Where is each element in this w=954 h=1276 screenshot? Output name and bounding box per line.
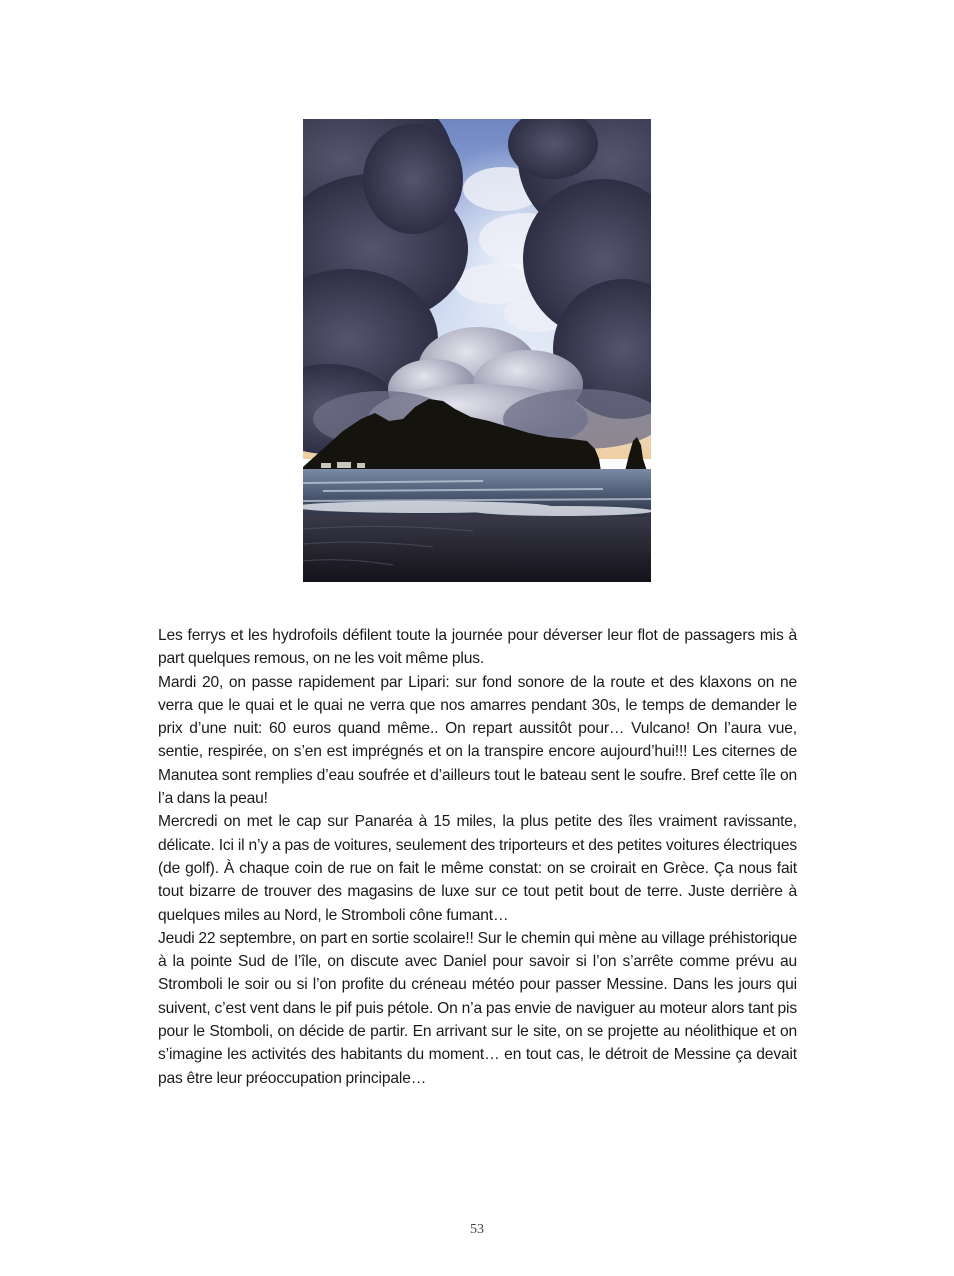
seascape-photo [303,119,651,582]
paragraph-stromboli: Jeudi 22 septembre, on part en sortie scolaire!! Sur le chemin qui mène au village préhistorique à la pointe Sud de l’île, on discute avec Daniel pour savoir si l’on s’arrête comme prévu au Stromboli le soir ou si l’on profite du créneau météo pour passer Messine. Dans les jours qui suivent, c’est vent dans le pif puis pétole. On n’a pas envie de naviguer au moteur alors tant pis pour le Stomboli, on décide de partir. En arrivant sur le site, on se projette au néolithique et on s’imagine les activités des habitants du moment… en tout cas, le détroit de Messine ça devait pas être leur préoccupation principale… [158,929,797,1087]
paragraph-lipari-vulcano: Mardi 20, on passe rapidement par Lipari: sur fond sonore de la route et des klaxons on ne verra que le quai et le quai ne verra que nos amarres pendant 30s, le temps de demander le prix d’une nuit: 60 euros quand même.. On repart aussitôt pour… Vulcano! On l’aura vue, sentie, respirée, on s’en est imprégnés et on la transpire encore aujourd’hui!!! Les citernes de Manutea sont remplies d’eau soufrée et d’ailleurs tout le bateau sent le soufre. Bref cette île on l’a dans la peau! [158,673,797,808]
paragraph-panarea: Mercredi on met le cap sur Panaréa à 15 miles, la plus petite des îles vraiment ravissante, délicate. Ici il n’y a pas de voitures, seulement des triporteurs et des petites voitures électriques (de golf). À chaque coin de rue on fait le même constat: on se croirait en Grèce. Ça nous fait tout bizarre de trouver des magasins de luxe sur ce tout petit bout de terre. Juste derrière à quelques miles au Nord, le Stromboli cône fumant… [158,813,797,924]
seascape-photo-drawing [303,119,651,582]
article-body [158,624,797,1090]
page-number: 53 [470,1222,484,1237]
paragraph-ferries: Les ferrys et les hydrofoils défilent toute la journée pour déverser leur flot de passagers mis à part quelques remous, on ne les voit même plus. [158,627,797,668]
